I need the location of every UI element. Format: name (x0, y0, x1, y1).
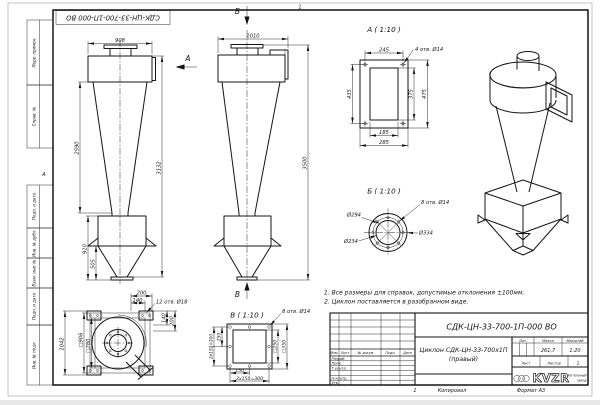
detail-view-v (208, 308, 310, 383)
dim-140a: 140 (133, 298, 144, 304)
view-arrow-v: В (235, 290, 240, 299)
sheet-footer (413, 388, 545, 394)
dim-sq906: □906 (78, 332, 84, 348)
part-name-line1: Циклон СДК-ЦН-33-700х1П (420, 347, 508, 354)
dim-3132: 3132 (156, 161, 162, 174)
margin-col-label: Инв. № дубл. (32, 229, 37, 256)
mass-value: 261,7 (541, 348, 556, 354)
view-front-left (74, 38, 197, 284)
dim-2590: 2590 (74, 141, 80, 155)
part-name-line2: (правый) (449, 356, 478, 363)
margin-col-label: Подп. и дата (32, 292, 37, 320)
dim-holes-12x18: 12 отв. Ø18 (156, 299, 188, 306)
dim-d234: Ø234 (343, 238, 358, 245)
rotated-stamp (56, 11, 170, 25)
sheet-label: Лист (520, 362, 531, 366)
view-arrow-b: Б (235, 7, 240, 16)
lit-label: Лит. (518, 339, 527, 343)
col-izm: Изм. (331, 351, 339, 355)
dim-150b: 150 (235, 368, 244, 374)
col-list: Лист (340, 351, 351, 355)
doc-designation: СДК-ЦН-33-700-1П-000 ВО (446, 323, 556, 332)
dim-245: 245 (379, 48, 390, 54)
sheets-value: 1 (577, 361, 580, 367)
view-arrow-a: А (184, 54, 190, 63)
company-line2: завод (577, 379, 587, 383)
dim-375: 375 (408, 88, 414, 99)
dim-475: 475 (422, 88, 428, 99)
col-podp: Подп. (385, 351, 395, 355)
sheets-label: Листов (546, 362, 560, 366)
zone-marker-top: 1 (298, 5, 301, 11)
dim-185: 185 (379, 130, 390, 136)
margin-columns (27, 20, 53, 385)
row-nkontr: Н.контр. (332, 376, 348, 380)
dim-200b: 200 (169, 315, 175, 326)
margin-col-label: Перв. примен. (32, 37, 37, 67)
dim-sq250: □250 (272, 340, 278, 353)
detail-view-a (347, 25, 443, 148)
logo-text: KVZR (532, 371, 569, 385)
scale-label: Масштаб (566, 339, 584, 343)
dim-300b: 2х150=300 (236, 376, 263, 382)
copy-number: 1 (413, 388, 416, 394)
dim-sq780: □780 (86, 338, 92, 354)
dim-505: 505 (90, 258, 96, 269)
detail-a-title: А ( 1:10 ) (366, 25, 401, 34)
margin-col-label: Подп. и дата (32, 192, 37, 220)
row-razrab: Разраб. (332, 357, 346, 361)
company-logo (514, 371, 587, 385)
note-1: 1. Все размеры для справок, допустимые отклонения ±100мм. (324, 290, 524, 297)
dim-140b: 140 (161, 312, 167, 323)
view-front-mid (214, 6, 310, 299)
dim-d334: Ø334 (418, 230, 433, 237)
dim-908: 908 (115, 38, 126, 44)
dim-1042: 1042 (59, 337, 65, 350)
dim-300l: 2х150=300 (208, 334, 214, 360)
mass-label: Масса (542, 339, 553, 343)
dim-holes-8x14: 8 отв. Ø14 (421, 199, 449, 206)
copied-label: Копировал (438, 388, 467, 394)
detail-v-title: В ( 1:10 ) (230, 311, 264, 320)
margin-col-label: Инв. № подл. (32, 341, 37, 369)
row-tkontr: Т.контр. (332, 367, 348, 371)
dim-holes-8x14v: 8 отв. Ø14 (282, 308, 310, 315)
zone-marker-left: А (41, 172, 46, 178)
stamp-designation: СДК-ЦН-33-700-1П-000 ВО (65, 13, 159, 21)
dim-150l: 150 (216, 333, 222, 342)
dim-sq350: □350 (281, 340, 287, 353)
format-label: Формат А3 (517, 388, 545, 394)
margin-col-label: Взам. инв. № (32, 259, 37, 286)
top-view-volute (59, 291, 188, 380)
dim-d294: Ø294 (346, 212, 361, 219)
detail-b-title: Б ( 1:10 ) (367, 187, 401, 196)
title-block (330, 313, 588, 385)
company-line1: Котельный (568, 374, 587, 378)
dim-200a: 200 (137, 291, 148, 297)
dim-435: 435 (347, 88, 353, 99)
col-data: Дата (402, 351, 412, 355)
note-2: 2. Циклон поставляется в разобранном виде. (324, 299, 468, 306)
detail-view-b (343, 187, 449, 257)
dim-1010: 1010 (246, 34, 260, 40)
isometric-view (478, 52, 572, 256)
dim-3500: 3500 (302, 156, 308, 170)
dim-910: 910 (82, 243, 88, 254)
square-flange-holes (229, 326, 271, 368)
col-dokum: № докум. (357, 351, 375, 355)
dim-holes-4x14: 4 отв. Ø14 (415, 46, 443, 53)
scale-value: 1:20 (569, 348, 580, 354)
technical-notes (324, 290, 524, 306)
dim-285: 285 (379, 140, 390, 146)
row-utv: Утв. (332, 381, 340, 385)
row-prov: Пров. (332, 362, 342, 366)
margin-col-label: Справ. № (32, 107, 37, 126)
flange-holes (362, 62, 406, 127)
